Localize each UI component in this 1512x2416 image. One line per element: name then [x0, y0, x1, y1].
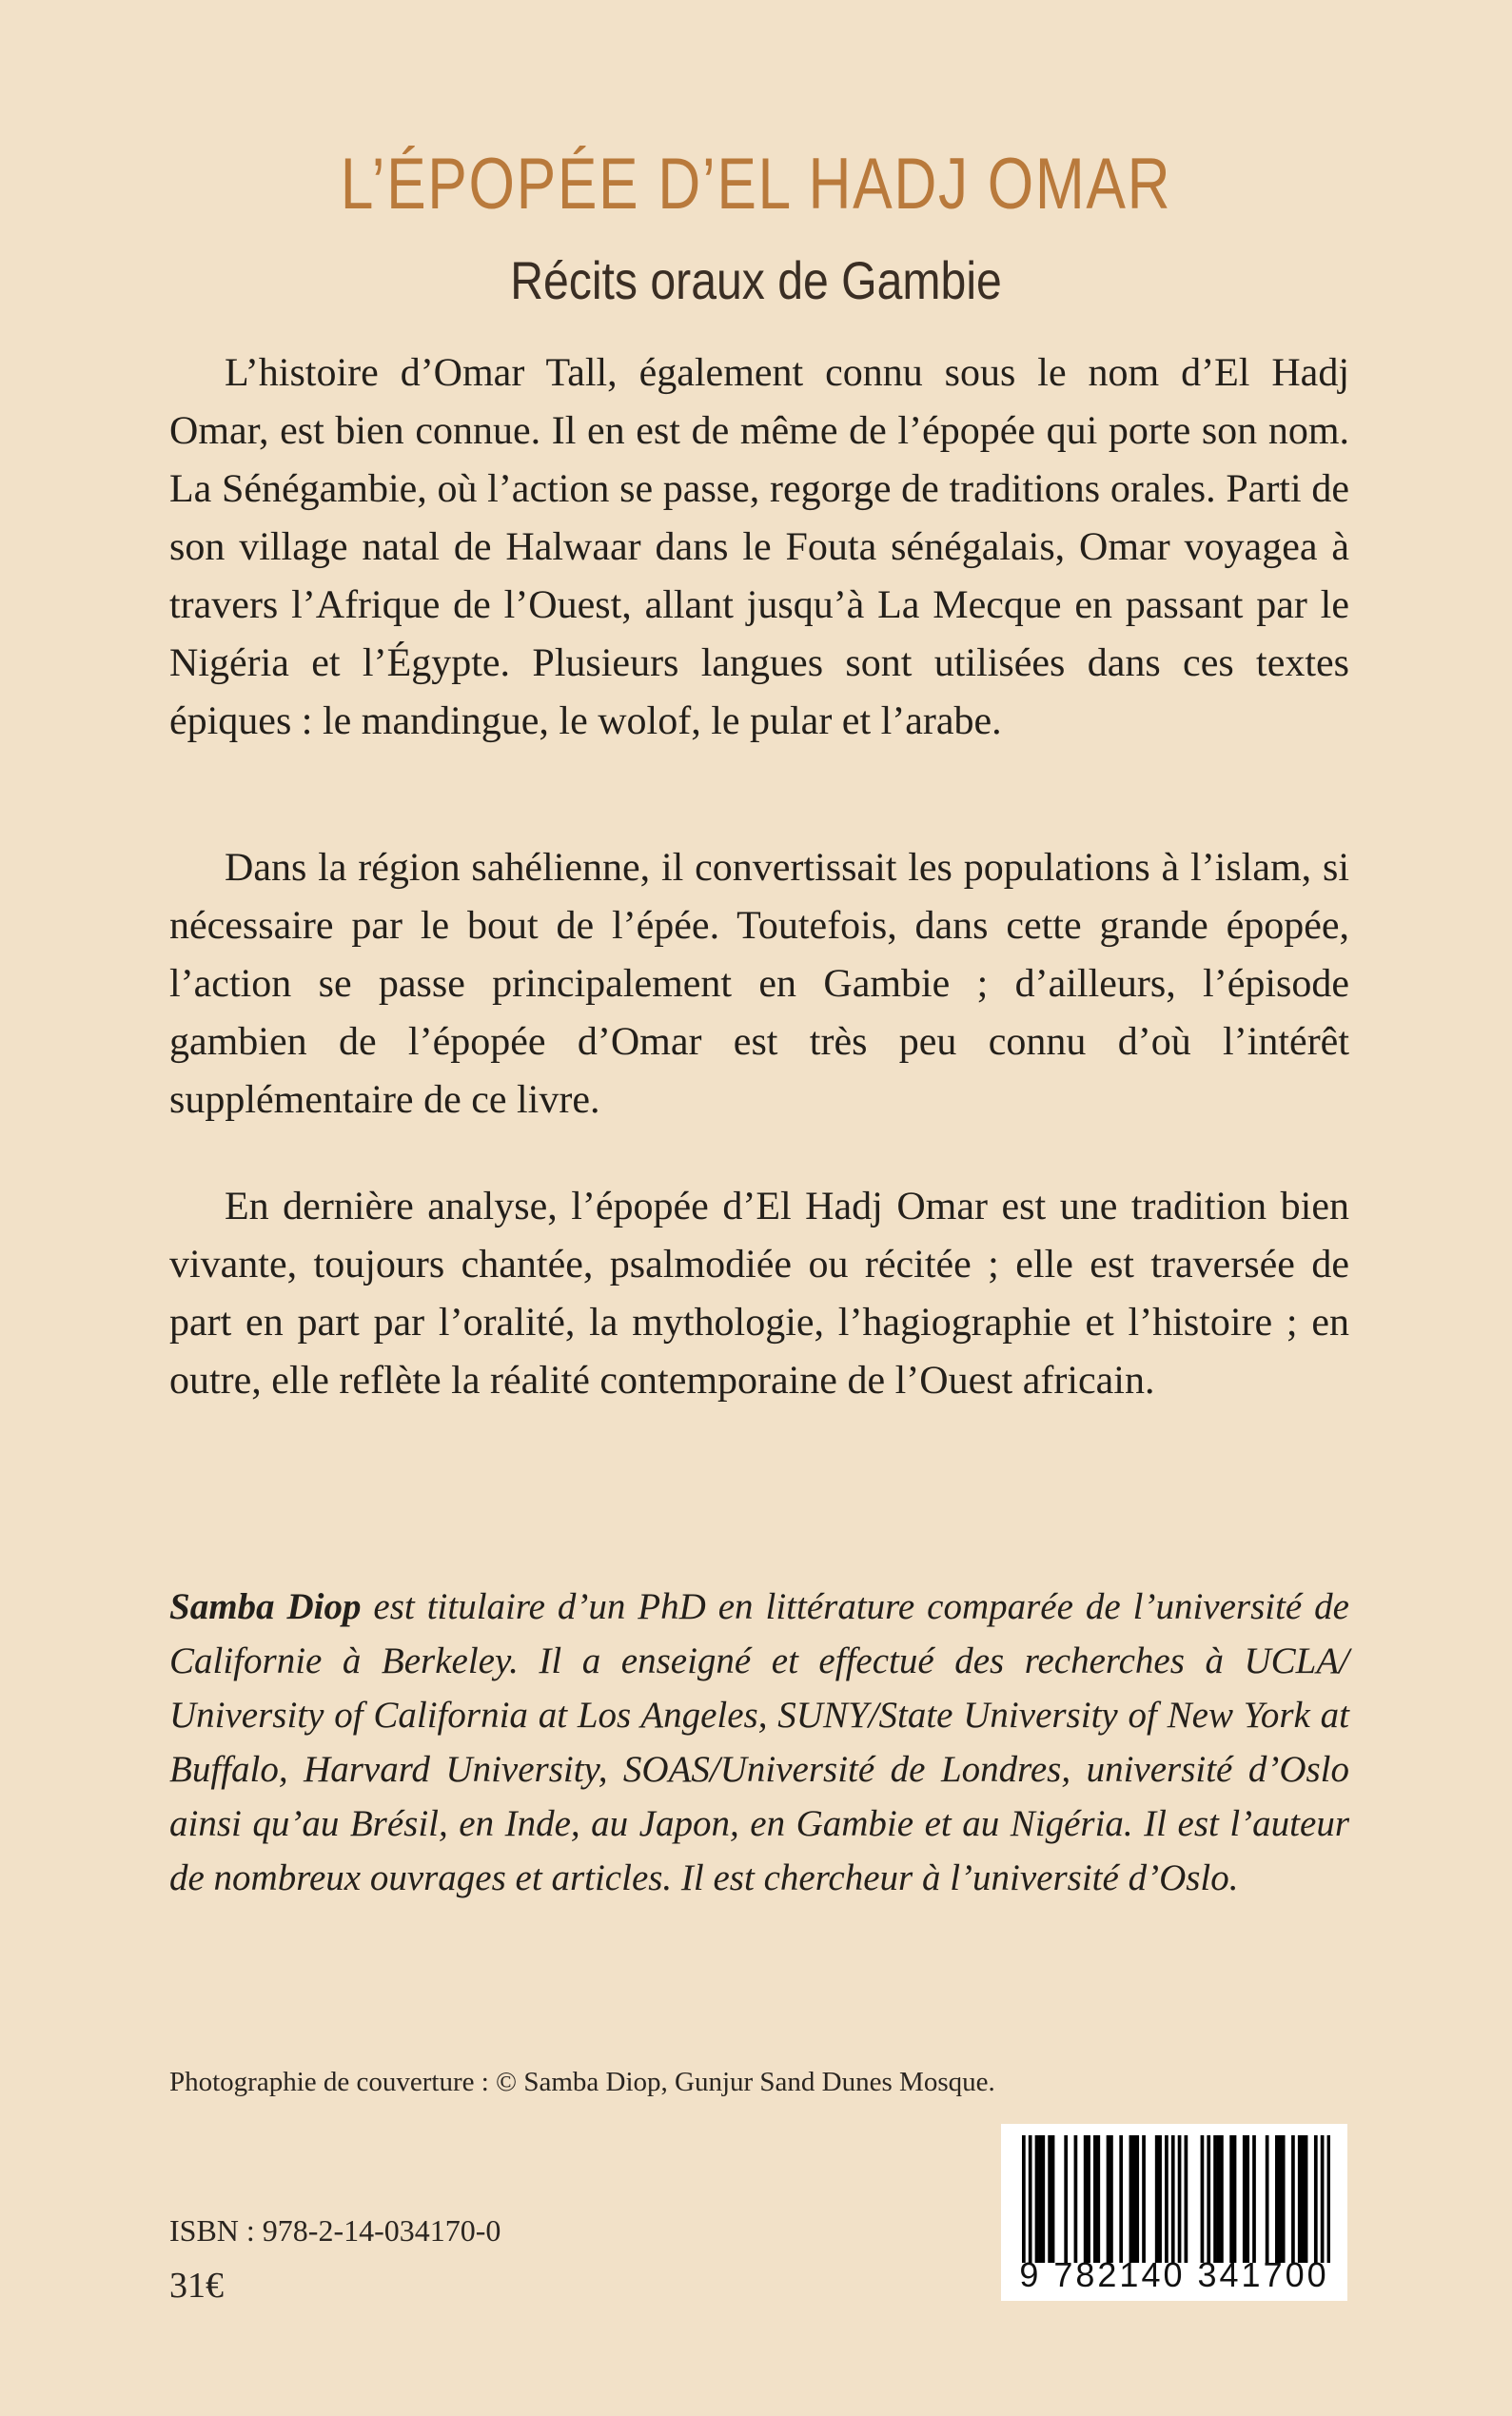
barcode-bar — [1327, 2135, 1330, 2263]
barcode-bar — [1129, 2135, 1133, 2263]
price: 31€ — [169, 2266, 224, 2306]
barcode-bar — [1178, 2135, 1182, 2263]
barcode-bar — [1213, 2135, 1217, 2263]
barcode-bar — [1135, 2135, 1139, 2263]
barcode-bar — [1029, 2135, 1032, 2263]
barcode-bar — [1321, 2135, 1325, 2263]
barcode-bar — [1314, 2135, 1318, 2263]
barcode-bar — [1278, 2135, 1282, 2263]
barcode-bar — [1084, 2135, 1088, 2263]
book-title: L’ÉPOPÉE D’EL HADJ OMAR — [340, 144, 1172, 225]
barcode-bar — [1171, 2135, 1175, 2263]
barcode-bar — [1291, 2135, 1295, 2263]
author-name: Samba Diop — [169, 1586, 362, 1627]
barcode-bar — [1252, 2135, 1256, 2263]
barcode-bar — [1087, 2135, 1090, 2263]
barcode-bar — [1165, 2135, 1168, 2263]
barcode-bar — [1298, 2135, 1302, 2263]
barcode-bars — [1022, 2135, 1330, 2263]
barcode-bar — [1275, 2135, 1279, 2263]
barcode-bar — [1074, 2135, 1078, 2263]
barcode-bar — [1282, 2135, 1286, 2263]
author-bio — [169, 1580, 1349, 1905]
barcode-digits: 9 782140 341700 — [1019, 2255, 1329, 2294]
barcode-bar — [1132, 2135, 1136, 2263]
barcode-bar — [1035, 2135, 1039, 2263]
isbn: ISBN : 978-2-14-034170-0 — [169, 2213, 501, 2248]
barcode-bar — [1142, 2135, 1146, 2263]
barcode-bar — [1051, 2135, 1055, 2263]
photo-credit: Photographie de couverture : © Samba Diop, Gunjur Sand Dunes Mosque. — [169, 2067, 995, 2097]
barcode-bar — [1109, 2135, 1113, 2263]
barcode-bar — [1201, 2135, 1205, 2263]
barcode-bar — [1266, 2135, 1269, 2263]
barcode-bar — [1093, 2135, 1097, 2263]
barcode-bar — [1096, 2135, 1100, 2263]
barcode-bar — [1064, 2135, 1068, 2263]
barcode-bar — [1119, 2135, 1123, 2263]
barcode-bar — [1038, 2135, 1042, 2263]
summary-paragraph-1: L’histoire d’Omar Tall, également connu sous le nom d’El Hadj Omar, est bien connue. Il en est de même de l’épopée qui porte son nom. La Sénégambie, où l’action se passe, regorge de traditions orales. Parti de son village natal de Halwaar dans le Fouta sénégalais, Omar voyagea à travers l’Afrique de l’Ouest, allant jusqu’à La Mecque en passant par le Nigéria et l’Égypte. Plusieurs langues sont utilisées dans ces textes épiques : le mandingue, le wolof, le pular et l’arabe. — [169, 351, 1349, 743]
barcode-bar — [1233, 2135, 1237, 2263]
barcode-bar — [1155, 2135, 1159, 2263]
barcode-bar — [1220, 2135, 1224, 2263]
barcode-bar — [1022, 2135, 1026, 2263]
summary-paragraph-2: Dans la région sahélienne, il convertissait les populations à l’islam, si nécessaire par le bout de l’épée. Toutefois, dans cette grande épopée, l’action se passe principalement en Gambie ; d’ailleurs, l’épisode gambien de l’épopée d’Omar est très peu connu d’où l’intérêt supplémentaire de ce livre. — [169, 846, 1349, 1122]
barcode-bar — [1301, 2135, 1305, 2263]
summary-paragraph-3: En dernière analyse, l’épopée d’El Hadj Omar est une tradition bien vivante, toujours chantée, psalmodiée ou récitée ; elle est traversée de part en part par l’oralité, la mythologie, l’hagiographie et l’histoire ; en outre, elle reflète la réalité contemporaine de l’Ouest africain. — [169, 1185, 1349, 1403]
book-subtitle: Récits oraux de Gambie — [510, 250, 1002, 310]
barcode-bar — [1207, 2135, 1210, 2263]
barcode-bar — [1305, 2135, 1308, 2263]
barcode — [1001, 2124, 1347, 2301]
barcode-bar — [1246, 2135, 1249, 2263]
barcode-bar — [1158, 2135, 1162, 2263]
barcode-bar — [1041, 2135, 1045, 2263]
barcode-bar — [1229, 2135, 1233, 2263]
barcode-bar — [1217, 2135, 1221, 2263]
barcode-bar — [1243, 2135, 1247, 2263]
barcode-bar — [1107, 2135, 1110, 2263]
barcode-bar — [1048, 2135, 1051, 2263]
barcode-bar — [1185, 2135, 1188, 2263]
author-bio-text: est titulaire d’un PhD en littérature comparée de l’université de Californie à Berkeley. Il a enseigné et effectué des recherches à UCLA/ University of California at Los Angeles, SUNY/State University of New York at Buffalo, Harvard University, SOAS/Université de Londres, université d’Oslo ainsi qu’au Brésil, en Inde, au Japon, en Gambie et au Nigéria. Il est l’auteur de nombreux ouvrages et articles. Il est chercheur à l’université d’Oslo. — [169, 1586, 1349, 1898]
